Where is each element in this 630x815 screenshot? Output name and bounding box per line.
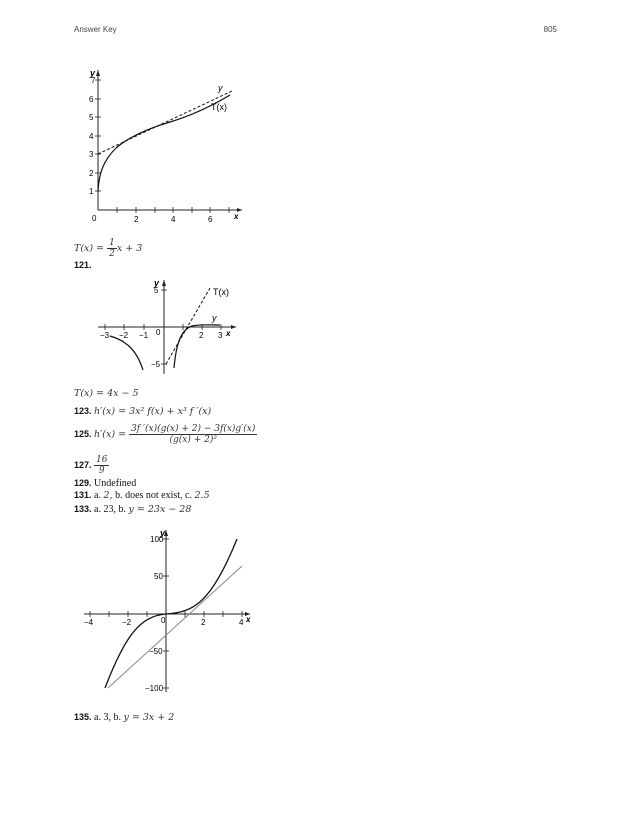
origin-label: 0 — [156, 328, 161, 337]
answer-125-fraction — [129, 424, 257, 445]
answer-131-b-label: b. does not exist, c. — [115, 490, 192, 501]
answer-125 — [74, 424, 257, 445]
y-tick-50: 50 — [154, 572, 163, 581]
x-tick-neg3: −3 — [100, 331, 110, 340]
answer-131-a-value: 2, — [103, 490, 113, 501]
question-131-number: 131. — [74, 490, 92, 500]
page-number: 805 — [543, 25, 557, 34]
tangent-line — [108, 566, 242, 688]
answer-131-c-value: 2.5 — [194, 490, 210, 501]
origin-label: 0 — [92, 214, 97, 223]
x-tick-4: 4 — [239, 618, 244, 627]
tangent-label: T(x) — [213, 287, 229, 297]
x-tick-2: 2 — [134, 215, 139, 224]
answer-121: T(x) = 4x − 5 — [74, 388, 139, 399]
fraction-numerator: 16 — [96, 455, 108, 465]
y-axis-label: y — [154, 278, 160, 288]
answer-127-fraction — [94, 455, 109, 476]
x-tick-6: 6 — [208, 215, 213, 224]
y-tick-5: 5 — [89, 113, 94, 122]
y-axis-label: y — [90, 68, 96, 78]
curve-label: y — [212, 313, 217, 323]
tangent-line — [98, 91, 232, 154]
y-tick-6: 6 — [89, 95, 94, 104]
x-axis-label: x — [246, 615, 251, 624]
graph-121 — [92, 276, 242, 378]
tangent-label: T(x) — [211, 102, 227, 112]
answer-119 — [74, 238, 142, 259]
x-tick-2: 2 — [201, 618, 206, 627]
answer-119-rhs: x + 3 — [116, 242, 143, 254]
answer-135-b-value: y = 3x + 2 — [123, 712, 175, 723]
y-tick-top: 7 — [91, 76, 96, 85]
running-header-title: Answer Key — [74, 25, 117, 34]
y-tick-2: 2 — [89, 169, 94, 178]
x-tick-4: 4 — [171, 215, 176, 224]
answer-135-a-label: a. 3, b. — [94, 712, 121, 723]
question-135-number: 135. — [74, 712, 92, 722]
x-tick-2: 2 — [199, 331, 204, 340]
graph-119 — [80, 62, 250, 230]
tangent-line — [166, 288, 210, 364]
answer-131-a-label: a. — [94, 490, 101, 501]
answer-119-lhs: T(x) = — [74, 242, 108, 254]
curve-right-branch — [174, 325, 220, 368]
y-tick-100: 100 — [150, 535, 164, 544]
curve-left-branch — [110, 336, 143, 370]
x-tick-neg4: −4 — [84, 618, 94, 627]
answer-125-lhs: h′(x) = — [94, 428, 130, 440]
answer-127 — [74, 455, 109, 476]
x-tick-3: 3 — [218, 331, 223, 340]
answer-133-a-label: a. 23, b. — [94, 504, 126, 515]
answer-129: Undefined — [94, 478, 137, 489]
y-tick-neg50: −50 — [149, 647, 163, 656]
fraction-denominator: 9 — [98, 466, 105, 476]
question-125-number: 125. — [74, 428, 92, 439]
y-axis-label: y — [160, 528, 166, 538]
x-tick-0: 0 — [161, 616, 166, 625]
answer-123: h′(x) = 3x² f(x) + x³ f ′(x) — [94, 406, 212, 417]
question-127-number: 127. — [74, 459, 92, 470]
x-tick-neg1: −1 — [139, 331, 149, 340]
graph-133 — [80, 526, 258, 696]
y-tick-neg100: −100 — [145, 684, 164, 693]
y-tick-4: 4 — [89, 132, 94, 141]
x-tick-neg2: −2 — [122, 618, 132, 627]
fraction-numerator: 3f ′(x)(g(x) + 2) − 3f(x)g′(x) — [131, 424, 256, 434]
question-133-number: 133. — [74, 504, 92, 514]
question-129-number: 129. — [74, 478, 92, 488]
answer-133-b-value: y = 23x − 28 — [128, 504, 192, 515]
x-axis-label: x — [226, 329, 231, 338]
answer-119-fraction — [107, 238, 117, 259]
fraction-denominator: (g(x) + 2)² — [169, 435, 217, 445]
x-tick-neg2: −2 — [119, 331, 129, 340]
y-tick-3: 3 — [89, 150, 94, 159]
question-121-number: 121. — [74, 260, 92, 270]
fraction-numerator: 1 — [109, 238, 115, 248]
y-tick-1: 1 — [89, 187, 94, 196]
y-tick-neg5: −5 — [151, 360, 161, 369]
y-tick-5: 5 — [154, 286, 159, 295]
curve-y-label: y — [218, 83, 223, 93]
x-axis-label: x — [234, 212, 239, 221]
question-123-number: 123. — [74, 406, 92, 416]
fraction-denominator: 2 — [109, 249, 115, 259]
